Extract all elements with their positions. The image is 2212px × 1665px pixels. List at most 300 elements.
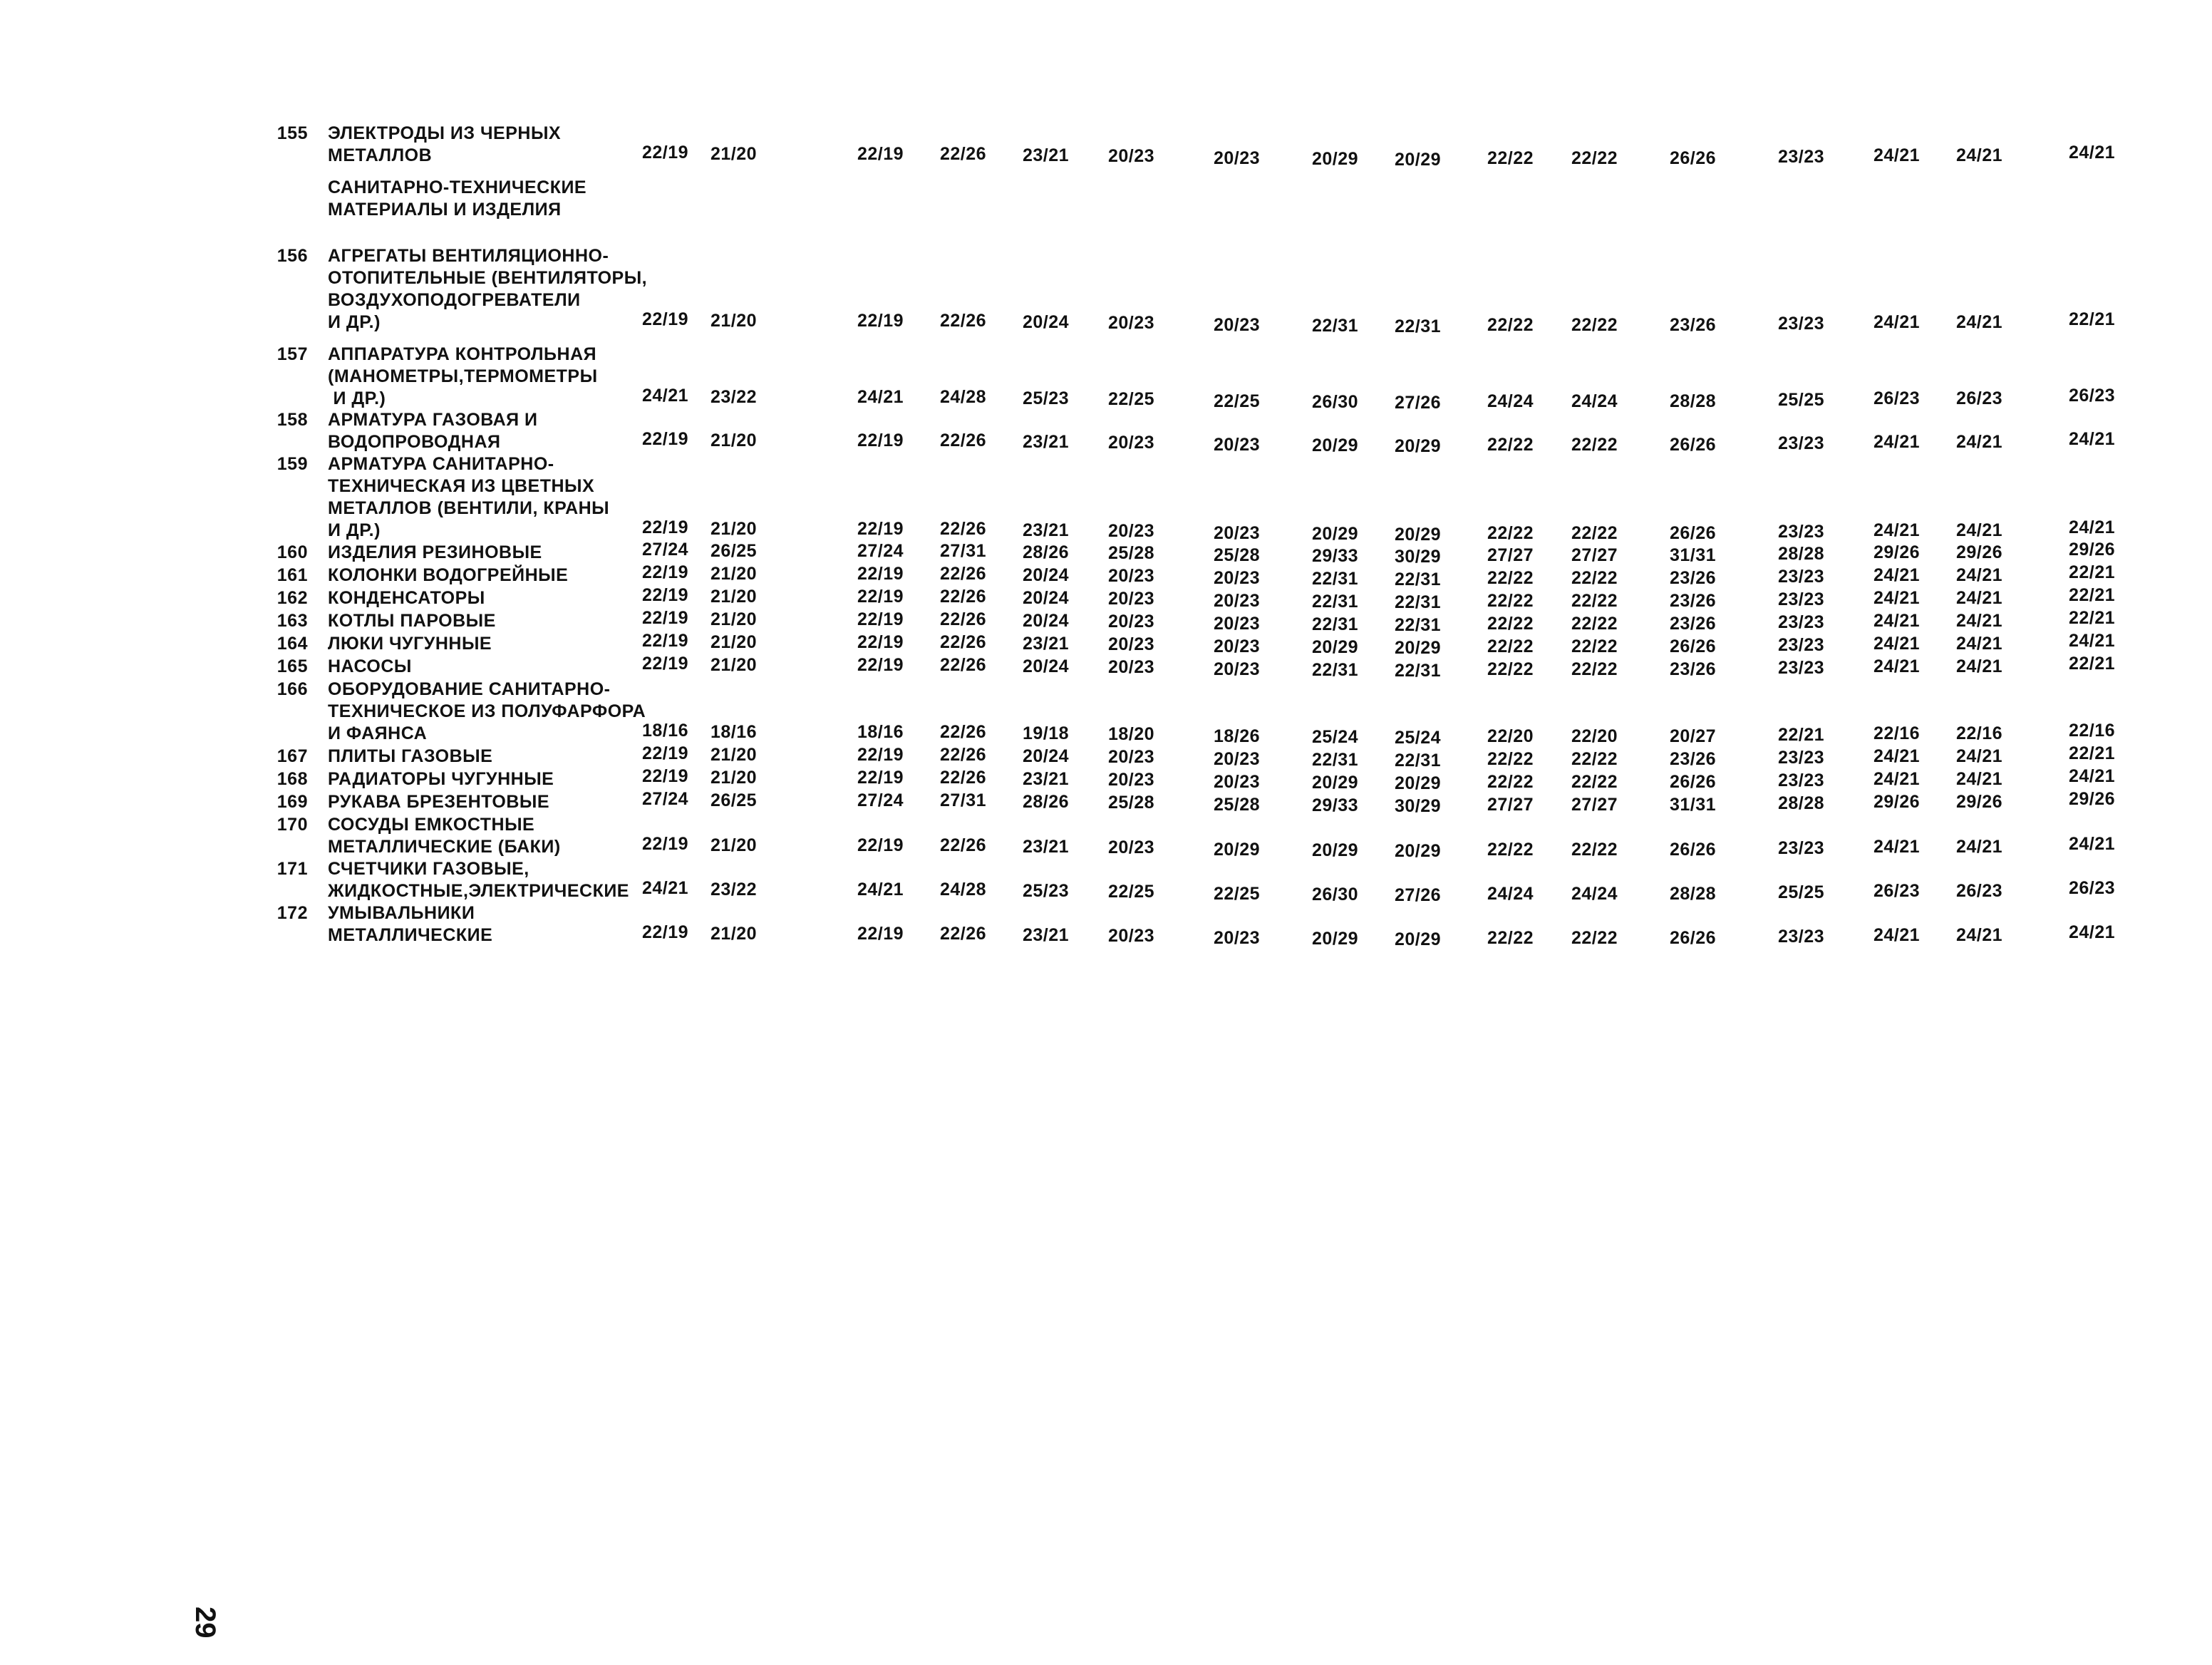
value-cell: 22/19 [857,609,904,629]
value-cell: 25/28 [1107,793,1154,813]
value-cell: 26/26 [1669,523,1716,543]
value-cell: 26/26 [1669,636,1716,656]
item-name-line: СЧЕТЧИКИ ГАЗОВЫЕ, [328,859,529,879]
value-cell: 20/23 [1107,612,1154,632]
value-cell: 26/23 [2068,386,2115,406]
value-cell: 22/22 [1487,659,1534,679]
value-cell: 23/23 [1777,658,1824,678]
value-cell: 24/21 [1873,634,1920,654]
value-cell: 23/26 [1669,659,1716,679]
section-header-line: САНИТАРНО-ТЕХНИЧЕСКИЕ [328,177,587,197]
item-name-line: И ДР.) [328,520,381,540]
value-cell: 22/21 [2068,743,2115,763]
value-cell: 23/23 [1777,612,1824,632]
value-cell: 22/19 [857,924,904,944]
value-cell: 22/19 [641,429,688,449]
value-cell: 27/24 [857,541,904,561]
value-cell: 28/28 [1777,544,1824,564]
value-cell: 24/21 [1955,565,2002,585]
value-cell: 22/26 [939,924,986,944]
value-cell: 22/31 [1394,592,1441,612]
value-cell: 22/22 [1571,636,1618,656]
value-cell: 21/20 [710,655,757,675]
value-cell: 22/26 [939,655,986,675]
item-name-line: ТЕХНИЧЕСКОЕ ИЗ ПОЛУФАРФОРА [328,701,646,721]
value-cell: 22/22 [1571,315,1618,335]
value-cell: 22/31 [1311,660,1358,680]
value-cell: 24/21 [1873,312,1920,332]
value-cell: 22/25 [1213,884,1260,904]
value-cell: 29/26 [1955,542,2002,562]
value-cell: 23/23 [1777,748,1824,768]
value-cell: 29/26 [2068,540,2115,560]
value-cell: 22/19 [857,835,904,855]
value-cell: 24/21 [1955,432,2002,452]
item-name-line: ВОДОПРОВОДНАЯ [328,432,501,452]
value-cell: 20/23 [1107,657,1154,677]
item-name-line: АГРЕГАТЫ ВЕНТИЛЯЦИОННО- [328,246,609,266]
value-cell: 20/29 [1311,840,1358,860]
value-cell: 29/26 [1873,542,1920,562]
value-cell: 23/21 [1022,432,1069,452]
value-cell: 22/19 [641,517,688,537]
row-number: 168 [276,769,308,789]
value-cell: 26/23 [1873,388,1920,408]
value-cell: 22/19 [641,743,688,763]
item-name-line: ИЗДЕЛИЯ РЕЗИНОВЫЕ [328,542,542,562]
value-cell: 22/19 [641,562,688,582]
row-number: 157 [276,344,308,364]
value-cell: 26/23 [1873,881,1920,901]
value-cell: 24/21 [1955,520,2002,540]
value-cell: 23/22 [710,880,757,899]
value-cell: 29/26 [1955,792,2002,812]
value-cell: 24/21 [1873,565,1920,585]
row-number: 155 [276,123,308,143]
value-cell: 26/26 [1669,435,1716,455]
item-name-line: НАСОСЫ [328,656,412,676]
value-cell: 20/29 [1394,436,1441,456]
value-cell: 23/22 [710,387,757,407]
value-cell: 20/23 [1213,749,1260,769]
value-cell: 22/19 [857,745,904,765]
value-cell: 20/23 [1107,770,1154,790]
item-name-line: МЕТАЛЛОВ [328,145,433,165]
value-cell: 24/21 [1873,611,1920,631]
value-cell: 20/23 [1107,837,1154,857]
value-cell: 22/31 [1311,750,1358,770]
value-cell: 20/24 [1022,312,1069,332]
value-cell: 21/20 [710,587,757,607]
value-cell: 25/25 [1777,882,1824,902]
value-cell: 22/19 [857,587,904,607]
value-cell: 22/22 [1571,148,1618,168]
value-cell: 24/21 [1955,611,2002,631]
value-cell: 22/19 [857,431,904,450]
value-cell: 22/31 [1311,569,1358,589]
value-cell: 22/26 [939,564,986,584]
value-cell: 26/26 [1669,772,1716,792]
value-cell: 26/23 [1955,881,2002,901]
value-cell: 23/23 [1777,589,1824,609]
value-cell: 20/29 [1311,149,1358,169]
value-cell: 26/23 [2068,878,2115,898]
item-name-line: РАДИАТОРЫ ЧУГУННЫЕ [328,769,554,789]
value-cell: 25/24 [1394,728,1441,748]
row-number: 161 [276,565,308,585]
value-cell: 18/16 [857,722,904,742]
value-cell: 23/26 [1669,614,1716,634]
value-cell: 22/22 [1487,636,1534,656]
value-cell: 20/23 [1213,636,1260,656]
value-cell: 22/25 [1213,391,1260,411]
row-number: 172 [276,903,308,923]
row-number: 165 [276,656,308,676]
value-cell: 31/31 [1669,545,1716,565]
value-cell: 20/29 [1311,637,1358,657]
value-cell: 22/22 [1487,840,1534,860]
value-cell: 24/21 [857,880,904,899]
item-name-line: МЕТАЛЛОВ (ВЕНТИЛИ, КРАНЫ [328,498,610,518]
value-cell: 23/26 [1669,568,1716,588]
page-number: 29 [190,1607,221,1639]
value-cell: 24/21 [641,878,688,898]
value-cell: 22/26 [939,587,986,607]
value-cell: 20/23 [1107,634,1154,654]
value-cell: 22/19 [857,768,904,788]
value-cell: 24/24 [1571,884,1618,904]
value-cell: 22/19 [857,564,904,584]
item-name-line: И ДР.) [328,312,381,332]
value-cell: 22/16 [1873,723,1920,743]
value-cell: 23/23 [1777,314,1824,334]
value-cell: 22/22 [1487,315,1534,335]
value-cell: 24/21 [1873,746,1920,766]
item-name-line: АРМАТУРА ГАЗОВАЯ И [328,410,538,430]
value-cell: 20/23 [1213,659,1260,679]
value-cell: 28/26 [1022,792,1069,812]
value-cell: 22/26 [939,311,986,331]
value-cell: 22/22 [1487,614,1534,634]
value-cell: 22/19 [857,311,904,331]
value-cell: 24/21 [1873,656,1920,676]
item-name-line: ЭЛЕКТРОДЫ ИЗ ЧЕРНЫХ [328,123,562,143]
value-cell: 24/21 [1873,520,1920,540]
item-name-line: ТЕХНИЧЕСКАЯ ИЗ ЦВЕТНЫХ [328,476,595,496]
value-cell: 24/21 [2068,429,2115,449]
value-cell: 22/22 [1487,928,1534,948]
item-name-line: ВОЗДУХОПОДОГРЕВАТЕЛИ [328,290,581,310]
value-cell: 22/26 [939,609,986,629]
value-cell: 24/24 [1487,391,1534,411]
value-cell: 24/24 [1571,391,1618,411]
value-cell: 21/20 [710,431,757,450]
value-cell: 24/21 [1873,837,1920,857]
value-cell: 20/24 [1022,588,1069,608]
value-cell: 24/21 [1955,769,2002,789]
value-cell: 28/26 [1022,542,1069,562]
value-cell: 24/21 [2068,143,2115,163]
value-cell: 29/26 [2068,789,2115,809]
item-name-line: (МАНОМЕТРЫ,ТЕРМОМЕТРЫ [328,366,598,386]
value-cell: 24/21 [1873,432,1920,452]
item-name-line: АППАРАТУРА КОНТРОЛЬНАЯ [328,344,597,364]
row-number: 159 [276,454,308,474]
value-cell: 23/21 [1022,925,1069,945]
row-number: 164 [276,634,308,654]
value-cell: 23/23 [1777,147,1824,167]
value-cell: 22/26 [939,768,986,788]
value-cell: 24/21 [2068,922,2115,942]
item-name-line: ПЛИТЫ ГАЗОВЫЕ [328,746,493,766]
value-cell: 22/31 [1311,316,1358,336]
value-cell: 24/21 [1955,634,2002,654]
value-cell: 21/20 [710,924,757,944]
value-cell: 22/31 [1394,751,1441,770]
item-name-line: КОЛОНКИ ВОДОГРЕЙНЫЕ [328,565,569,585]
value-cell: 28/28 [1777,793,1824,813]
value-cell: 27/27 [1571,545,1618,565]
value-cell: 18/26 [1213,726,1260,746]
value-cell: 22/19 [641,585,688,605]
value-cell: 25/23 [1022,388,1069,408]
value-cell: 22/22 [1571,568,1618,588]
item-name-line: МЕТАЛЛИЧЕСКИЕ (БАКИ) [328,837,561,857]
value-cell: 22/26 [939,431,986,450]
value-cell: 24/24 [1487,884,1534,904]
value-cell: 23/23 [1777,635,1824,655]
value-cell: 22/26 [939,745,986,765]
item-name-line: СОСУДЫ ЕМКОСТНЫЕ [328,815,535,835]
value-cell: 30/29 [1394,796,1441,816]
item-name-line: ОБОРУДОВАНИЕ САНИТАРНО- [328,679,611,699]
value-cell: 20/29 [1394,638,1441,658]
value-cell: 22/19 [857,144,904,164]
value-cell: 20/23 [1213,315,1260,335]
value-cell: 20/23 [1213,148,1260,168]
value-cell: 21/20 [710,519,757,539]
value-cell: 23/23 [1777,838,1824,858]
value-cell: 24/21 [1955,925,2002,945]
value-cell: 22/19 [641,834,688,854]
value-cell: 20/23 [1107,146,1154,166]
value-cell: 23/23 [1777,433,1824,453]
value-cell: 22/22 [1487,772,1534,792]
value-cell: 23/21 [1022,769,1069,789]
value-cell: 22/26 [939,835,986,855]
value-cell: 20/29 [1311,435,1358,455]
value-cell: 24/21 [1873,588,1920,608]
value-cell: 20/24 [1022,611,1069,631]
row-number: 156 [276,246,308,266]
value-cell: 20/23 [1107,747,1154,767]
value-cell: 20/23 [1213,591,1260,611]
value-cell: 31/31 [1669,795,1716,815]
value-cell: 25/25 [1777,390,1824,410]
value-cell: 26/30 [1311,392,1358,412]
value-cell: 22/19 [857,655,904,675]
value-cell: 20/23 [1107,566,1154,586]
value-cell: 20/29 [1394,150,1441,170]
row-number: 160 [276,542,308,562]
value-cell: 22/16 [2068,721,2115,741]
row-number: 167 [276,746,308,766]
value-cell: 23/21 [1022,634,1069,654]
value-cell: 22/26 [939,519,986,539]
row-number: 158 [276,410,308,430]
value-cell: 26/26 [1669,928,1716,948]
value-cell: 22/19 [641,654,688,674]
value-cell: 22/31 [1394,661,1441,681]
value-cell: 23/21 [1022,145,1069,165]
value-cell: 26/23 [1955,388,2002,408]
item-name-line: И ДР.) [328,388,386,408]
value-cell: 20/23 [1213,435,1260,455]
value-cell: 25/28 [1213,545,1260,565]
value-cell: 22/25 [1107,389,1154,409]
value-cell: 21/20 [710,632,757,652]
value-cell: 27/26 [1394,393,1441,413]
value-cell: 20/24 [1022,565,1069,585]
value-cell: 26/26 [1669,840,1716,860]
value-cell: 20/23 [1213,772,1260,792]
value-cell: 20/23 [1107,589,1154,609]
value-cell: 20/29 [1311,773,1358,793]
value-cell: 22/31 [1394,615,1441,635]
row-number: 162 [276,588,308,608]
value-cell: 22/19 [857,519,904,539]
item-name-line: КОНДЕНСАТОРЫ [328,588,485,608]
value-cell: 28/28 [1669,391,1716,411]
value-cell: 22/31 [1311,614,1358,634]
value-cell: 23/23 [1777,522,1824,542]
value-cell: 20/29 [1394,929,1441,949]
value-cell: 21/20 [710,835,757,855]
value-cell: 18/16 [641,721,688,741]
row-number: 169 [276,792,308,812]
value-cell: 20/29 [1394,841,1441,861]
item-name-line: КОТЛЫ ПАРОВЫЕ [328,611,496,631]
value-cell: 20/29 [1394,773,1441,793]
value-cell: 22/26 [939,632,986,652]
item-name-line: РУКАВА БРЕЗЕНТОВЫЕ [328,792,550,812]
value-cell: 22/22 [1571,523,1618,543]
value-cell: 24/21 [1955,656,2002,676]
value-cell: 24/28 [939,387,986,407]
value-cell: 22/22 [1487,148,1534,168]
value-cell: 22/22 [1487,435,1534,455]
value-cell: 28/28 [1669,884,1716,904]
value-cell: 22/21 [2068,562,2115,582]
value-cell: 22/21 [2068,309,2115,329]
value-cell: 22/19 [641,922,688,942]
item-name-line: АРМАТУРА САНИТАРНО- [328,454,554,474]
value-cell: 26/25 [710,541,757,561]
row-number: 171 [276,859,308,879]
value-cell: 22/31 [1394,316,1441,336]
item-name-line: МЕТАЛЛИЧЕСКИЕ [328,925,493,945]
value-cell: 20/23 [1107,926,1154,946]
value-cell: 20/23 [1107,313,1154,333]
value-cell: 27/24 [641,540,688,560]
value-cell: 24/21 [1873,925,1920,945]
value-cell: 25/28 [1213,795,1260,815]
item-name-line: И ФАЯНСА [328,723,428,743]
value-cell: 23/26 [1669,749,1716,769]
value-cell: 20/24 [1022,656,1069,676]
row-number: 166 [276,679,308,699]
value-cell: 27/27 [1487,545,1534,565]
value-cell: 18/20 [1107,724,1154,744]
value-cell: 22/19 [641,608,688,628]
value-cell: 20/23 [1213,614,1260,634]
row-number: 170 [276,815,308,835]
value-cell: 27/27 [1571,795,1618,815]
value-cell: 22/22 [1571,435,1618,455]
value-cell: 25/23 [1022,881,1069,901]
value-cell: 22/20 [1487,726,1534,746]
value-cell: 22/22 [1571,840,1618,860]
value-cell: 21/20 [710,768,757,788]
item-name-line: ОТОПИТЕЛЬНЫЕ (ВЕНТИЛЯТОРЫ, [328,268,648,288]
value-cell: 22/22 [1571,772,1618,792]
value-cell: 22/22 [1571,659,1618,679]
value-cell: 22/22 [1487,749,1534,769]
value-cell: 20/29 [1311,524,1358,544]
value-cell: 24/21 [2068,631,2115,651]
value-cell: 22/26 [939,722,986,742]
value-cell: 23/26 [1669,315,1716,335]
value-cell: 20/29 [1394,525,1441,545]
value-cell: 20/23 [1107,521,1154,541]
value-cell: 22/19 [641,631,688,651]
value-cell: 20/24 [1022,746,1069,766]
value-cell: 27/27 [1487,795,1534,815]
value-cell: 26/30 [1311,885,1358,904]
value-cell: 22/19 [857,632,904,652]
value-cell: 19/18 [1022,723,1069,743]
value-cell: 20/23 [1213,568,1260,588]
value-cell: 22/21 [2068,585,2115,605]
value-cell: 23/21 [1022,520,1069,540]
value-cell: 23/23 [1777,770,1824,790]
value-cell: 27/26 [1394,885,1441,905]
value-cell: 20/23 [1107,433,1154,453]
value-cell: 21/20 [710,609,757,629]
value-cell: 25/24 [1311,727,1358,747]
value-cell: 24/21 [1955,837,2002,857]
value-cell: 24/21 [2068,517,2115,537]
item-name-line: ЖИДКОСТНЫЕ,ЭЛЕКТРИЧЕСКИЕ [328,881,629,901]
value-cell: 20/23 [1213,928,1260,948]
value-cell: 22/19 [641,143,688,163]
value-cell: 21/20 [710,311,757,331]
value-cell: 20/23 [1213,523,1260,543]
value-cell: 18/16 [710,722,757,742]
value-cell: 22/22 [1487,591,1534,611]
value-cell: 24/21 [641,386,688,406]
value-cell: 22/21 [2068,654,2115,674]
value-cell: 22/25 [1107,882,1154,902]
value-cell: 22/22 [1487,523,1534,543]
value-cell: 22/21 [2068,608,2115,628]
value-cell: 23/23 [1777,927,1824,947]
value-cell: 24/21 [1873,145,1920,165]
value-cell: 24/21 [2068,766,2115,786]
value-cell: 22/20 [1571,726,1618,746]
item-name-line: ЛЮКИ ЧУГУННЫЕ [328,634,492,654]
value-cell: 21/20 [710,564,757,584]
